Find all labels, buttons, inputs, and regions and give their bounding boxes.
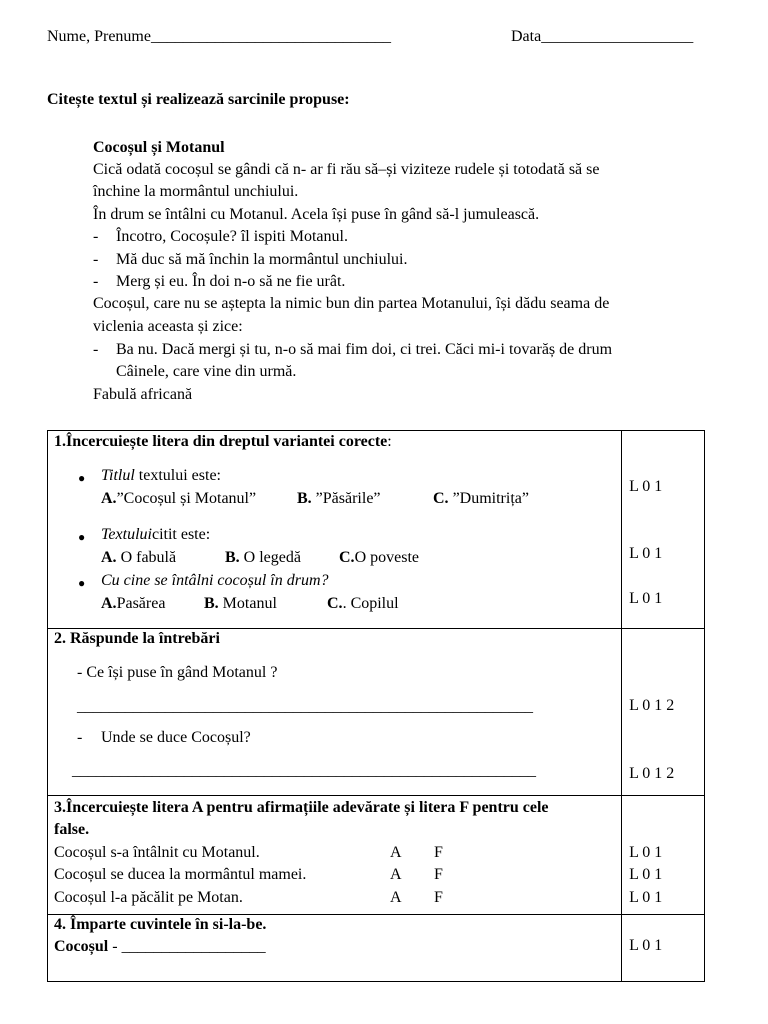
task-1-row [48,431,705,629]
t2-question-2: Unde se duce Cocoșul? [101,729,251,746]
t2-answer-line-2[interactable]: __________________________________________________________ [72,762,536,779]
score: L 0 1 2 [629,765,675,782]
date-label: Data___________________ [511,28,694,45]
bullet-icon: ● [78,530,86,544]
t3-choice-a[interactable]: A [390,844,402,861]
t3-statement: Cocoșul se ducea la mormântul mamei. [54,866,307,883]
dialogue-dash: - [77,729,83,746]
score: L 0 1 2 [629,697,675,714]
t1-q2-option-c[interactable]: C.O poveste [339,549,419,566]
worksheet-table [47,430,705,982]
t3-choice-f[interactable]: F [434,866,443,883]
task-2-row [48,629,705,796]
t1-q2: Textuluicitit este: [101,526,211,543]
t4-answer-line[interactable]: __________________ [121,938,266,955]
task-3-row [48,796,705,915]
t1-q1-option-b[interactable]: B. ”Păsările” [297,490,381,507]
dialogue-dash: - [93,228,99,245]
name-blank[interactable]: ______________________________ [150,28,391,45]
story-line: Ba nu. Dacă mergi și tu, n-o să mai fim doi, ci trei. Căci mi-i tovarăș de drum [116,341,613,358]
task-2-score-cell [622,629,705,796]
t3-choice-a[interactable]: A [390,866,402,883]
story-line: viclenia aceasta și zice: [93,318,243,335]
dialogue-dash: - [93,341,99,358]
task-1-score-cell [622,431,705,629]
bullet-icon: ● [78,471,86,485]
task-4-title: 4. Împarte cuvintele în si-la-be. [54,916,267,933]
t3-statement: Cocoșul l-a păcălit pe Motan. [54,889,243,906]
score: L 0 1 [629,937,663,954]
t3-statement: Cocoșul s-a întâlnit cu Motanul. [54,844,260,861]
task-4-score-cell [622,915,705,982]
task-3-score-cell [622,796,705,915]
score: L 0 1 [629,866,663,883]
t3-choice-a[interactable]: A [390,889,402,906]
t1-q2-option-a[interactable]: A. O fabulă [101,549,177,566]
date-blank[interactable]: ___________________ [541,28,694,45]
t3-choice-f[interactable]: F [434,889,443,906]
t3-choice-f[interactable]: F [434,844,443,861]
story-line: Merg și eu. În doi n-o să ne fie urât. [116,273,346,290]
dialogue-dash: - [93,273,99,290]
score: L 0 1 [629,889,663,906]
story-source: Fabulă africană [93,386,193,403]
score: L 0 1 [629,844,663,861]
t1-q3-option-a[interactable]: A.Pasărea [101,595,166,612]
story-line: Cică odată cocoșul se gândi că n- ar fi rău să–și viziteze rudele și totodată să se [93,161,600,178]
story-line: Cocoșul, care nu se aștepta la nimic bun din partea Motanului, își dădu seama de [93,295,610,312]
name-label: Nume, Prenume______________________________ [47,28,391,45]
task-1-title: 1.Încercuiește litera din dreptul variantei corecte: [54,433,392,450]
bullet-icon: ● [78,576,86,590]
t1-q3-option-b[interactable]: B. Motanul [204,595,277,612]
t1-q1-option-c[interactable]: C. ”Dumitrița” [433,490,529,507]
task-3-cell [48,796,622,915]
task-1-cell [48,431,622,629]
task-3-title-cont: false. [54,821,90,838]
story-line: În drum se întâlni cu Motanul. Acela își puse în gând să-l jumulească. [93,206,540,223]
story-line: Încotro, Cocoșule? îl ispiti Motanul. [116,228,348,245]
story-line: Câinele, care vine din urmă. [116,363,297,380]
instruction: Citește textul și realizează sarcinile propuse: [47,91,350,108]
story-title: Cocoșul și Motanul [93,139,225,156]
t2-answer-line-1[interactable]: _________________________________________________________ [77,698,533,715]
t4-word-row: Cocoșul - __________________ [54,938,266,955]
task-4-row [48,915,705,982]
t1-q1-option-a[interactable]: A.”Cocoșul și Motanul” [101,490,257,507]
score: L 0 1 [629,545,663,562]
task-2-title: 2. Răspunde la întrebări [54,630,220,647]
score: L 0 1 [629,590,663,607]
t2-question-1: - Ce își puse în gând Motanul ? [77,664,278,681]
story-line: Mă duc să mă închin la mormântul unchiului. [116,251,408,268]
score: L 0 1 [629,478,663,495]
t1-q1: Titlul textului este: [101,467,221,484]
t1-q2-option-b[interactable]: B. O legedă [225,549,301,566]
task-3-title: 3.Încercuiește litera A pentru afirmațiile adevărate și litera F pentru cele [54,799,549,816]
t1-q3: Cu cine se întâlni cocoșul în drum? [101,572,329,589]
task-4-cell [48,915,622,982]
story-line: închine la mormântul unchiului. [93,183,299,200]
t1-q3-option-c[interactable]: C.. Copilul [327,595,399,612]
dialogue-dash: - [93,251,99,268]
task-2-cell [48,629,622,796]
